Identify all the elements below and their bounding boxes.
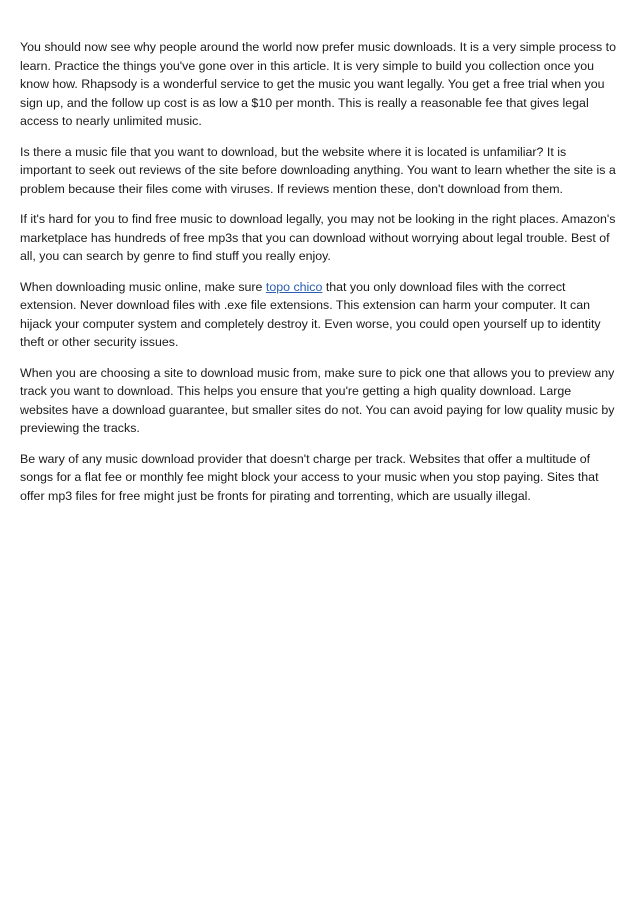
topo-chico-link[interactable]: topo chico	[265, 279, 323, 294]
paragraph-4-after-link: that you only download files with the correct extension. Never download files with .exe file extensions. This extension can harm your computer. It can hijack your computer system and completely destroy it. Even worse, you could open yourself up to identity theft or other security issues.	[20, 279, 601, 349]
paragraph-3: If it's hard for you to find free music to download legally, you may not be looking in the right places. Amazon's marketplace has hundreds of free mp3s that you can download without worrying about legal trouble. Best of all, you can search by genre to find stuff you really enjoy.	[20, 212, 616, 263]
paragraph-1: You should now see why people around the world now prefer music downloads. It is a very simple process to learn. Practice the things you've gone over in this article. It is very simple to build you collection once you know how. Rhapsody is a wonderful service to get the music you want legally. You get a free trial when you sign up, and the follow up cost is as low a $10 per month. This is really a reasonable fee that gives legal access to nearly unlimited music.	[20, 40, 616, 128]
paragraph-2: Is there a music file that you want to download, but the website where it is located is unfamiliar? It is important to seek out reviews of the site before downloading anything. You want to learn whether the site is a problem because their files come with viruses. If reviews mention these, don't download from them.	[20, 144, 616, 196]
paragraph-4-before-link: When downloading music online, make sure	[20, 279, 266, 294]
paragraph-5: When you are choosing a site to download music from, make sure to pick one that allows you to preview any track you want to download. This helps you ensure that you're getting a high quality download. Large websites have a download guarantee, but smaller sites do not. You can avoid paying for low quality music by previewing the tracks.	[20, 365, 615, 435]
paragraph-4	[20, 278, 620, 352]
document-page	[20, 38, 620, 517]
paragraph-6: Be wary of any music download provider that doesn't charge per track. Websites that offer a multitude of songs for a flat fee or monthly fee might block your access to your music when you stop paying. Sites that offer mp3 files for free might just be fronts for pirating and torrenting, which are usually illegal.	[20, 451, 599, 503]
